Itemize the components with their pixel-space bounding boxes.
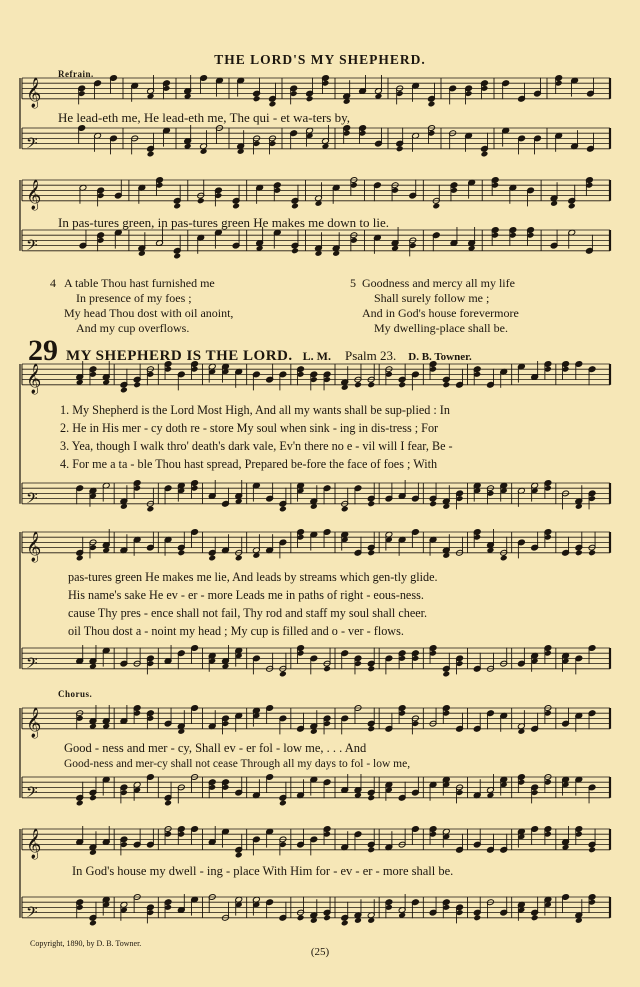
note-head xyxy=(291,203,299,210)
clef-symbol: 𝄞 xyxy=(26,828,42,859)
note-head xyxy=(306,95,314,102)
verse-line: In presence of my foes ; xyxy=(76,291,192,305)
stanza-line: 1. My Shepherd is the Lord Most High, And all my wants shall be sup-plied : In xyxy=(60,403,450,417)
hymn-title-lords-shepherd: THE LORD'S MY SHEPHERD. xyxy=(214,52,426,67)
verse-line: And in God's house forevermore xyxy=(362,306,519,320)
note-head xyxy=(89,794,97,801)
note-head xyxy=(354,381,362,388)
clef-symbol: 𝄢 xyxy=(26,236,38,258)
note-head xyxy=(367,665,375,672)
clef-symbol: 𝄞 xyxy=(26,363,42,394)
note-head xyxy=(398,381,406,388)
verse-number: 5 xyxy=(350,276,356,290)
stanzas-part-b xyxy=(68,568,438,640)
refrain-lyric-line-2: In pas-tures green, in pas-tures green He makes me down to lie. xyxy=(58,215,390,230)
note-head xyxy=(367,725,375,732)
clef-symbol: 𝄞 xyxy=(26,707,42,738)
stanza-line: cause Thy pres - ence shall not fail, Thy rod and staff my soul shall cheer. xyxy=(68,606,428,620)
verse-number: 4 xyxy=(50,276,56,290)
chorus-lyric-line-3: In God's house my dwell - ing - place With Him for - ev - er - more shall be. xyxy=(72,864,454,878)
note-head xyxy=(588,846,596,853)
note-head xyxy=(568,203,576,210)
note-head xyxy=(279,671,287,678)
composer: D. B. Towner. xyxy=(408,351,472,363)
note-head xyxy=(164,800,172,807)
verse-line: My head Thou dost with oil anoint, xyxy=(64,306,234,320)
note-head xyxy=(429,500,437,507)
stanza-line: oil Thou dost a - noint my head ; My cup is filled and o - ver - flows. xyxy=(68,624,404,638)
note-head xyxy=(253,95,261,102)
note-head xyxy=(235,852,243,859)
stanza-line: 3. Yea, though I walk thro' death's dark vale, Ev'n there no e - vil will I fear, Be - xyxy=(60,439,453,453)
note-head xyxy=(197,197,205,204)
chorus-label: Chorus. xyxy=(58,689,93,699)
refrain-lyric-line-1: He lead-eth me, He lead-eth me, The qui - et wa-ters by, xyxy=(58,110,351,125)
stanza-line: His name's sake He ev - er - more Leads me in paths of right - eous-ness. xyxy=(68,588,424,602)
note-head xyxy=(235,555,243,562)
note-head xyxy=(396,145,404,152)
note-head xyxy=(173,203,181,210)
verse-line: And my cup overflows. xyxy=(76,321,190,335)
clef-symbol: 𝄞 xyxy=(26,179,42,210)
note-head xyxy=(473,914,481,921)
note-head xyxy=(208,555,216,562)
page-number: (25) xyxy=(310,946,330,958)
note-head xyxy=(367,846,375,853)
note-head xyxy=(147,151,155,158)
note-head xyxy=(442,671,450,678)
note-head xyxy=(232,203,240,210)
psalm-reference: Psalm 23. xyxy=(344,348,397,363)
note-head xyxy=(367,500,375,507)
note-head xyxy=(341,506,349,513)
verse-4 xyxy=(50,276,233,336)
stanza-line: 2. He in His mer - cy doth re - store My soul when sink - ing in dis-tress ; For xyxy=(60,421,439,435)
hymn-29-header xyxy=(28,334,628,368)
chorus-lyric-line-1: Good - ness and mer - cy, Shall ev - er fol - low me, . . . And xyxy=(64,741,367,755)
note-head xyxy=(481,151,489,158)
clef-symbol: 𝄢 xyxy=(26,134,38,156)
clef-symbol: 𝄢 xyxy=(26,489,38,511)
note-head xyxy=(500,555,508,562)
stanza-line: pas-tures green He makes me lie, And leads by streams which gen-tly glide. xyxy=(68,570,438,584)
note-head xyxy=(133,381,141,388)
note-head xyxy=(269,101,277,108)
verse-line: Shall surely follow me ; xyxy=(374,291,490,305)
note-head xyxy=(297,914,305,921)
note-head xyxy=(323,914,331,921)
note-head xyxy=(279,506,287,513)
verse-line: My dwelling-place shall be. xyxy=(374,321,508,335)
verse-line: A table Thou hast furnished me xyxy=(64,276,215,290)
note-head xyxy=(428,101,436,108)
clef-symbol: 𝄢 xyxy=(26,903,38,925)
note-head xyxy=(367,381,375,388)
stanza-line: 4. For me a ta - ble Thou hast spread, Prepared be-fore the face of foes ; With xyxy=(60,457,438,471)
clef-symbol: 𝄢 xyxy=(26,654,38,676)
chorus-lyric-line-2: Good-ness and mer-cy shall not cease Through all my days to fol - low me, xyxy=(64,758,411,770)
hymn-title: MY SHEPHERD IS THE LORD. xyxy=(66,348,293,364)
note-head xyxy=(341,920,349,927)
note-head xyxy=(177,549,185,556)
note-head xyxy=(323,665,331,672)
note-head xyxy=(279,800,287,807)
note-head xyxy=(367,794,375,801)
note-head xyxy=(432,203,440,210)
note-head xyxy=(120,387,128,394)
hymn-meter: L. M. xyxy=(302,349,331,363)
copyright: Copyright, 1890, by D. B. Towner. xyxy=(30,939,142,948)
note-head xyxy=(76,555,84,562)
note-head xyxy=(146,506,154,513)
note-head xyxy=(291,247,299,254)
clef-symbol: 𝄞 xyxy=(26,77,42,108)
note-head xyxy=(588,549,596,556)
note-head xyxy=(575,549,583,556)
note-head xyxy=(76,800,84,807)
note-head xyxy=(442,381,450,388)
clef-symbol: 𝄢 xyxy=(26,783,38,805)
note-head xyxy=(89,920,97,927)
hymn-number: 29 xyxy=(28,334,58,367)
stanzas-part-a xyxy=(60,401,453,473)
verse-5 xyxy=(350,276,519,336)
refrain-label: Refrain. xyxy=(58,69,94,79)
note-head xyxy=(367,549,375,556)
verse-line: Goodness and mercy all my life xyxy=(362,276,515,290)
clef-symbol: 𝄞 xyxy=(26,531,42,562)
note-head xyxy=(531,914,539,921)
note-head xyxy=(173,253,181,260)
